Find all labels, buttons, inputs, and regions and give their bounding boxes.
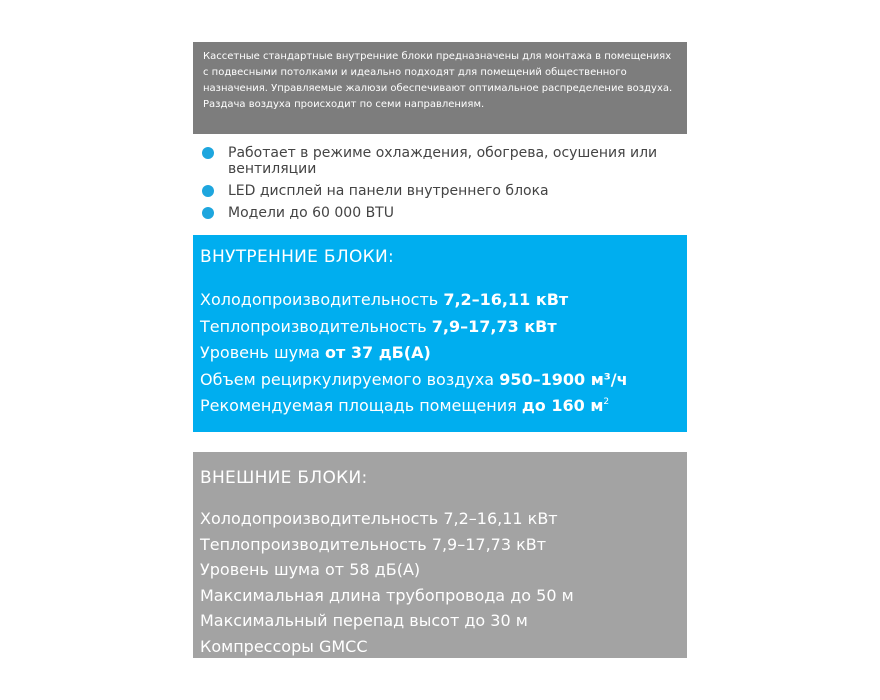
- spec-value: 950–1900 м³/ч: [499, 369, 628, 389]
- outdoor-units-panel: [193, 452, 687, 658]
- feature-text: Модели до 60 000 BTU: [228, 205, 394, 221]
- outdoor-spec: Холодопроизводительность 7,2–16,11 кВт: [200, 509, 558, 528]
- indoor-spec-list: [200, 287, 687, 420]
- intro-line: Кассетные стандартные внутренние блоки предназначены для монтажа в помещениях: [203, 51, 672, 62]
- spec-value: 7,2–16,11 кВт: [443, 290, 569, 309]
- indoor-spec: [200, 393, 687, 420]
- spec-label: Холодопроизводительность: [200, 290, 444, 309]
- intro-line: с подвесными потолками и идеально подходят для помещений общественного: [203, 67, 627, 78]
- intro-line: назначения. Управляемые жалюзи обеспечивают оптимальное распределение воздуха.: [203, 83, 673, 94]
- indoor-spec: [200, 367, 687, 394]
- outdoor-spec: Компрессоры GMCC: [200, 636, 368, 656]
- feature-item: [200, 183, 680, 199]
- indoor-spec: [200, 287, 687, 314]
- indoor-units-panel: [193, 235, 687, 432]
- feature-item: [200, 145, 680, 177]
- indoor-units-title: ВНУТРЕННИЕ БЛОКИ:: [200, 247, 395, 267]
- spec-label: Уровень шума: [200, 343, 326, 362]
- intro-line: Раздача воздуха происходит по семи направлениям.: [203, 99, 485, 110]
- feature-item: [200, 205, 680, 221]
- spec-superscript: 2: [603, 397, 610, 407]
- outdoor-spec: Теплопроизводительность 7,9–17,73 кВт: [200, 534, 547, 554]
- spec-value: до 160 м: [521, 396, 604, 415]
- bullet-dot-icon: [202, 185, 214, 197]
- indoor-spec: [200, 314, 687, 341]
- bullet-dot-icon: [202, 147, 214, 159]
- outdoor-units-title: ВНЕШНИЕ БЛОКИ:: [200, 468, 368, 488]
- feature-text: LED дисплей на панели внутреннего блока: [228, 183, 549, 199]
- spec-value: от 37 дБ(А): [325, 343, 431, 362]
- feature-list: [200, 145, 680, 227]
- outdoor-spec-list: [200, 506, 687, 660]
- spec-label: Теплопроизводительность: [200, 316, 432, 336]
- spec-label: Рекомендуемая площадь помещения: [200, 396, 522, 415]
- feature-text: Работает в режиме охлаждения, обогрева, осушения или вентиляции: [228, 145, 658, 177]
- indoor-spec: [200, 340, 687, 367]
- bullet-dot-icon: [202, 207, 214, 219]
- spec-label: Объем рециркулируемого воздуха: [200, 369, 500, 389]
- outdoor-spec: Уровень шума от 58 дБ(А): [200, 560, 421, 580]
- outdoor-spec: Максимальная длина трубопровода до 50 м: [200, 585, 574, 605]
- intro-description: [193, 42, 687, 134]
- spec-value: 7,9–17,73 кВт: [431, 316, 557, 336]
- outdoor-spec: Максимальный перепад высот до 30 м: [200, 611, 528, 631]
